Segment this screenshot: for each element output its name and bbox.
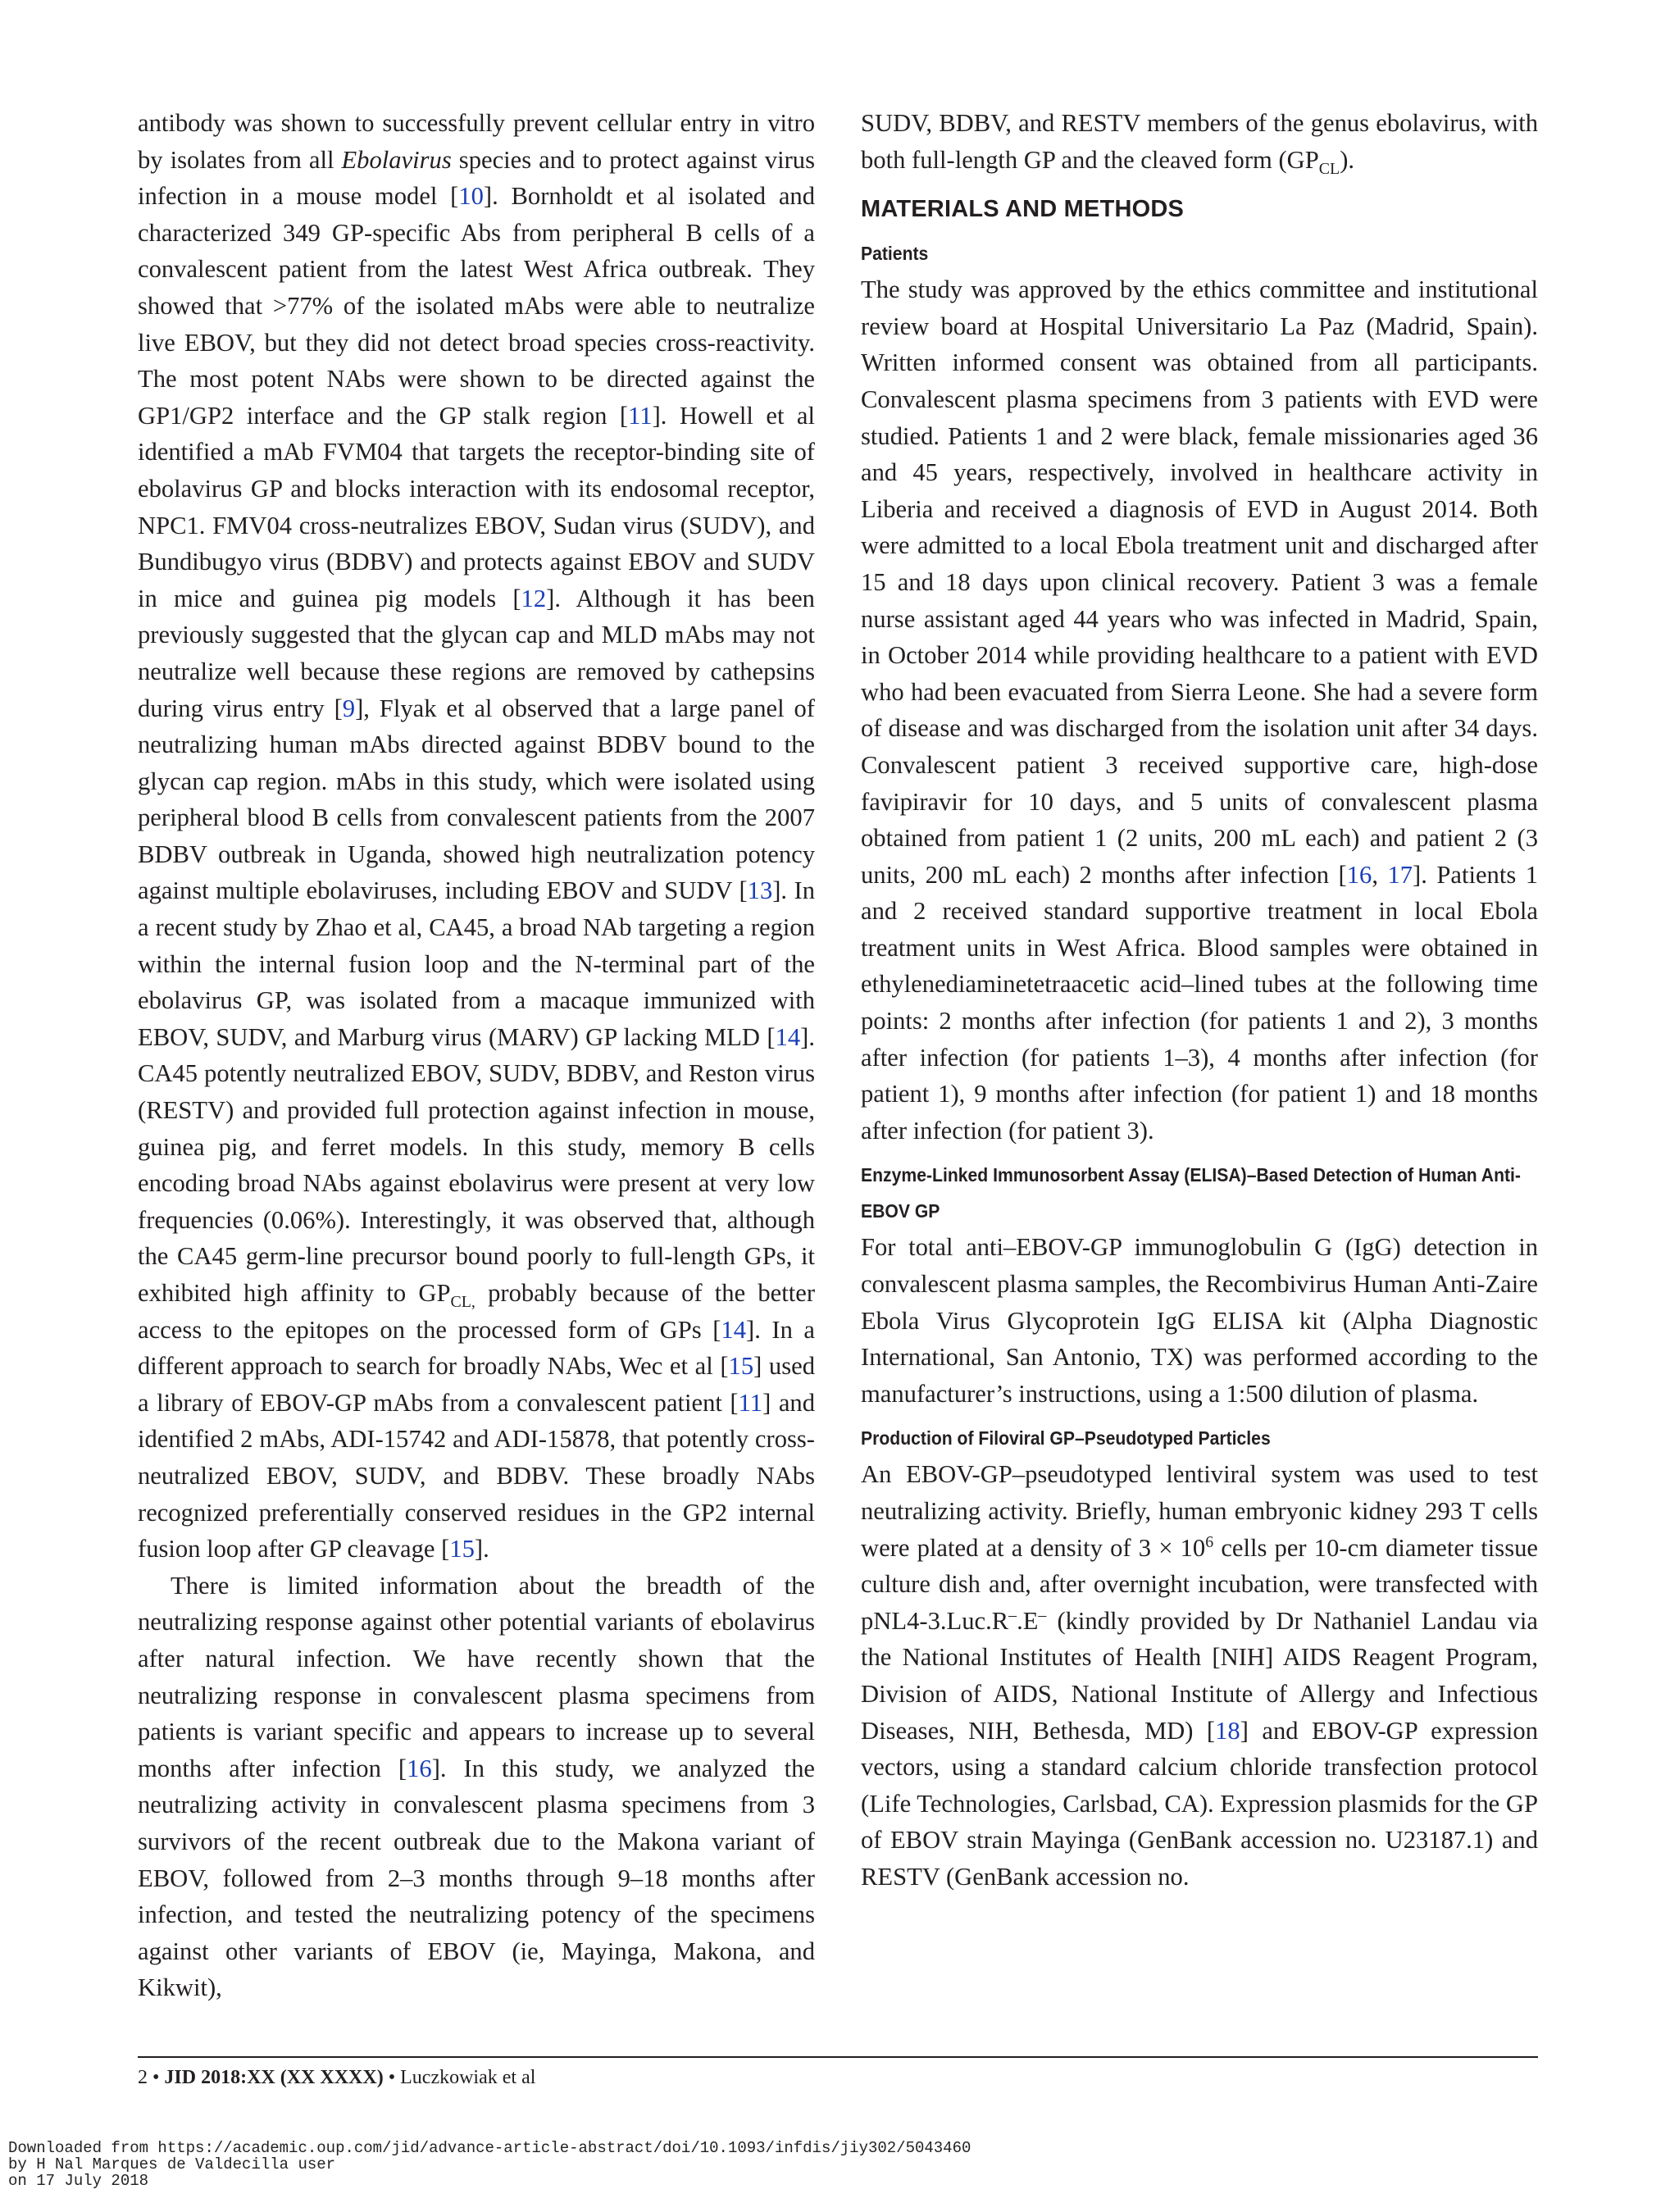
- download-notice: [8, 2140, 971, 2189]
- reference-link[interactable]: 15: [728, 1352, 754, 1381]
- subsection-heading-patients: Patients: [861, 243, 929, 265]
- bullet-separator: •: [388, 2067, 396, 2088]
- reference-link[interactable]: 18: [1215, 1716, 1240, 1745]
- subsection-heading-elisa: Enzyme-Linked Immunosorbent Assay (ELISA)–Based Detection of Human Anti-EBOV GP: [861, 1164, 1521, 1222]
- download-notice-line: on 17 July 2018: [8, 2172, 149, 2190]
- reference-link[interactable]: 17: [1387, 860, 1413, 889]
- reference-link[interactable]: 16: [407, 1754, 432, 1782]
- body-paragraph: For total anti–EBOV-GP immunoglobulin G (IgG) detection in convalescent plasma samples, the Recombivirus Human Anti-Zaire Ebola Virus Glycoprotein IgG ELISA kit (Alpha Diagnostic International, San Antonio, TX) was performed according to the manufacturer’s instructions, using a 1:500 dilution of plasma.: [861, 1233, 1538, 1408]
- download-notice-line: Downloaded from https://academic.oup.com/jid/advance-article-abstract/doi/10.1093/infdis/jiy302/5043460: [8, 2139, 971, 2157]
- reference-link[interactable]: 14: [775, 1022, 801, 1051]
- body-paragraph: antibody was shown to successfully prevent cellular entry in vitro by isolates from all Ebolavirus species and to protect against virus infection in a mouse model [10]. Bornholdt et al isolated and characterized 349 GP-specific Abs from peripheral B cells of a convalescent patient from the latest West Africa outbreak. They showed that >77% of the isolated mAbs were able to neutralize live EBOV, but they did not detect broad species cross-reactivity. The most potent NAbs were shown to be directed against the GP1/GP2 interface and the GP stalk region [11]. Howell et al identified a mAb FVM04 that targets the receptor-binding site of ebolavirus GP and blocks interaction with its endosomal receptor, NPC1. FMV04 cross-neutralizes EBOV, Sudan virus (SUDV), and Bundibugyo virus (BDBV) and protects against EBOV and SUDV in mice and guinea pig models [12]. Although it has been previously suggested that the glycan cap and MLD mAbs may not neutralize well because these regions are removed by cathepsins during virus entry [9], Flyak et al observed that a large panel of neutralizing human mAbs directed against BDBV bound to the glycan cap region. mAbs in this study, which were isolated using peripheral blood B cells from convalescent patients from the 2007 BDBV outbreak in Uganda, showed high neutralization potency against multiple ebolaviruses, including EBOV and SUDV [13]. In a recent study by Zhao et al, CA45, a broad NAb targeting a region within the internal fusion loop and the N-terminal part of the ebolavirus GP, was isolated from a macaque immunized with EBOV, SUDV, and Marburg virus (MARV) GP lacking MLD [14]. CA45 potently neutralized EBOV, SUDV, BDBV, and Reston virus (RESTV) and provided full protection against infection in mouse, guinea pig, and ferret models. In this study, memory B cells encoding broad NAbs against ebolavirus were present at very low frequencies (0.06%). Interestingly, it was observed that, although the CA45 germ-line precursor bound poorly to full-length GPs, it exhibited high affinity to $GP_{CL,}$ probably because of the better access to the epitopes on the processed form of GPs [14]. In a different approach to search for broadly NAbs, Wec et al [15] used a library of EBOV-GP mAbs from a convalescent patient [11] and identified 2 mAbs, ADI-15742 and ADI-15878, that potently cross-neutralized EBOV, SUDV, and BDBV. These broadly NAbs recognized preferentially conserved residues in the GP2 internal fusion loop after GP cleavage [15].: [138, 109, 816, 1563]
- download-notice-line: by H Nal Marques de Valdecilla user: [8, 2155, 336, 2173]
- footer-divider: [138, 2056, 1538, 2058]
- reference-link[interactable]: 15: [449, 1535, 475, 1563]
- bullet-separator: •: [152, 2067, 160, 2088]
- body-paragraph: The study was approved by the ethics committee and institutional review board at Hospital Universitario La Paz (Madrid, Spain). Written informed consent was obtained from all participants. Convalescent plasma specimens from 3 patients with EVD were studied. Patients 1 and 2 were black, female missionaries aged 36 and 45 years, respectively, involved in healthcare activity in Liberia and received a diagnosis of EVD in August 2014. Both were admitted to a local Ebola treatment unit and discharged after 15 and 18 days upon clinical recovery. Patient 3 was a female nurse assistant aged 44 years who was infected in Madrid, Spain, in October 2014 while providing healthcare to a patient with EVD who had been evacuated from Sierra Leone. She had a severe form of disease and was discharged from the isolation unit after 34 days. Convalescent patient 3 received supportive care, high-dose favipiravir for 10 days, and 5 units of convalescent plasma obtained from patient 1 (2 units, 200 mL each) and patient 2 (3 units, 200 mL each) 2 months after infection [16, 17]. Patients 1 and 2 received standard supportive treatment in local Ebola treatment units in West Africa. Blood samples were obtained in ethylenediaminetetraacetic acid–lined tubes at the following time points: 2 months after infection (for patients 1 and 2), 3 months after infection (for patients 1–3), 4 months after infection (for patient 1), 9 months after infection (for patient 1) and 18 months after infection (for patient 3).: [861, 275, 1538, 1145]
- reference-link[interactable]: 16: [1346, 860, 1372, 889]
- left-column: [138, 105, 815, 2006]
- page-number: 2: [138, 2067, 148, 2088]
- page-footer: [138, 2064, 535, 2091]
- reference-link[interactable]: 13: [747, 876, 773, 905]
- reference-link[interactable]: 11: [628, 401, 653, 430]
- subsection-heading-production: Production of Filoviral GP–Pseudotyped Particles: [861, 1427, 1271, 1450]
- body-paragraph: There is limited information about the breadth of the neutralizing response against other potential variants of ebolavirus after natural infection. We have recently shown that the neutralizing response in convalescent plasma specimens from patients is variant specific and appears to increase up to several months after infection [16]. In this study, we analyzed the neutralizing activity in convalescent plasma specimens from 3 survivors of the recent outbreak due to the Makona variant of EBOV, followed from 2–3 months through 9–18 months after infection, and tested the neutralizing potency of the specimens against other variants of EBOV (ie, Mayinga, Makona, and Kikwit),: [138, 1571, 815, 2002]
- right-column: [861, 105, 1538, 1896]
- reference-link[interactable]: 9: [342, 694, 356, 722]
- reference-link[interactable]: 10: [458, 182, 484, 211]
- running-authors: Luczkowiak et al: [400, 2067, 536, 2088]
- reference-link[interactable]: 11: [738, 1388, 763, 1417]
- reference-link[interactable]: 12: [521, 584, 547, 612]
- section-heading-methods: MATERIALS AND METHODS: [861, 196, 1185, 223]
- journal-citation: JID 2018:XX (XX XXXX): [164, 2067, 384, 2088]
- body-paragraph: SUDV, BDBV, and RESTV members of the genus ebolavirus, with both full-length GP and the cleaved form $(GP_{CL})$.: [861, 109, 1538, 178]
- body-paragraph: An EBOV-GP–pseudotyped lentiviral system was used to test neutralizing activity. Briefly, human embryonic kidney 293 T cells were plated at a density of $3 \times 10^6$ cells per 10-cm diameter tissue culture dish and, after overnight incubation, were transfected with pNL4-3.Luc.R–.E– (kindly provided by Dr Nathaniel Landau via the National Institutes of Health [NIH] AIDS Reagent Program, Division of AIDS, National Institute of Allergy and Infectious Diseases, NIH, Bethesda, MD) [18] and EBOV-GP expression vectors, using a standard calcium chloride transfection protocol (Life Technologies, Carlsbad, CA). Expression plasmids for the GP of EBOV strain Mayinga (GenBank accession no. U23187.1) and RESTV (GenBank accession no.: [861, 1460, 1538, 1891]
- reference-link[interactable]: 14: [721, 1315, 747, 1344]
